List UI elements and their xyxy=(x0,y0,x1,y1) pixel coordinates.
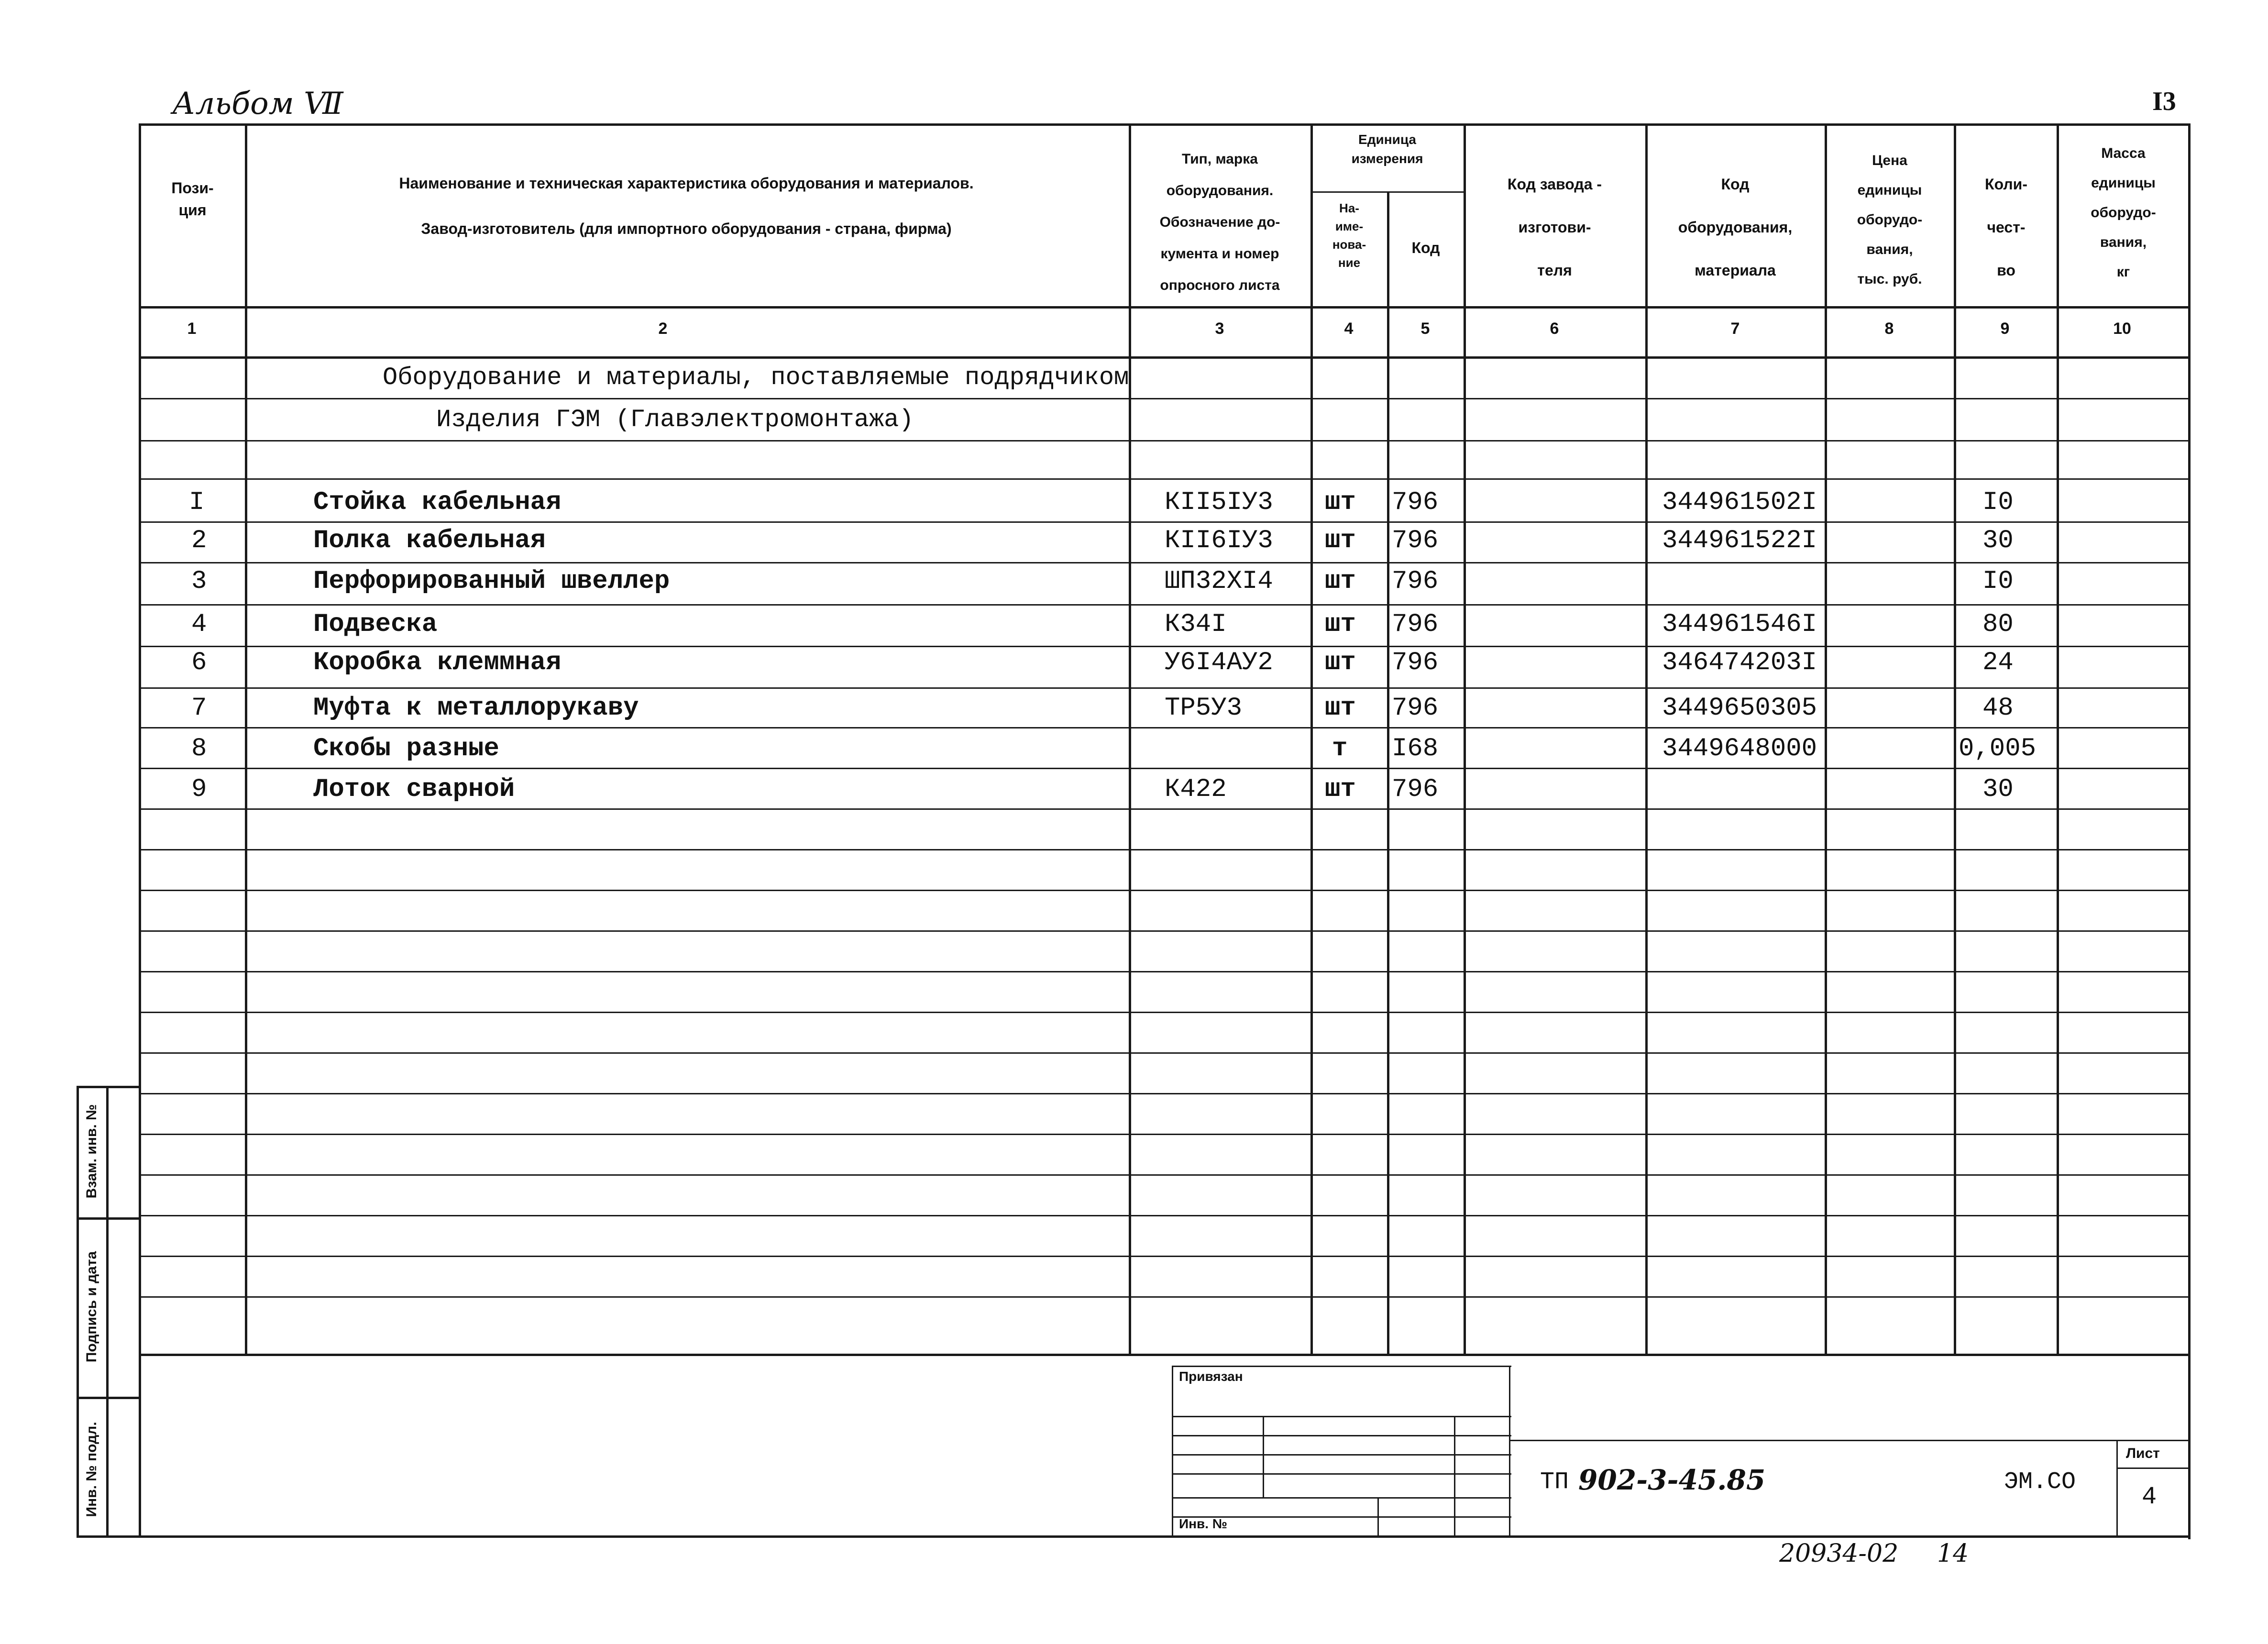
row-type: ШП32ХI4 xyxy=(1165,567,1273,596)
row-name: Подвеска xyxy=(313,610,438,639)
document-code: ЭМ.СО xyxy=(2004,1468,2076,1496)
row-name: Скобы разные xyxy=(313,734,499,763)
side-label-podpis: Подпись и дата xyxy=(84,1251,99,1363)
row-unit: шт xyxy=(1325,694,1356,723)
row-type: К34I xyxy=(1165,610,1227,639)
section-title-2: Изделия ГЭМ (Главэлектромонтажа) xyxy=(436,406,914,434)
row-equipment-code: 344961522I xyxy=(1662,526,1817,555)
column-number-6: 6 xyxy=(1550,320,1559,338)
side-label-inv-podl: Инв. № подл. xyxy=(84,1422,99,1517)
row-unit: шт xyxy=(1325,648,1356,677)
header-unit-group: Единица измерения xyxy=(1351,132,1423,166)
header-type: Тип, марка оборудования. Обозначение до- кумента и номер опросного листа xyxy=(1159,151,1280,293)
row-type: ТР5У3 xyxy=(1165,694,1243,723)
row-unit: т xyxy=(1332,734,1348,763)
row-quantity: 0,005 xyxy=(1959,734,2037,763)
column-number-10: 10 xyxy=(2113,320,2131,338)
row-quantity: I0 xyxy=(1982,567,2014,596)
row-position: 8 xyxy=(191,734,207,763)
header-mass: Масса единицы оборудо- вания, кг xyxy=(2091,145,2156,280)
row-name: Перфорированный швеллер xyxy=(313,567,670,596)
row-unit-code: 796 xyxy=(1392,488,1439,517)
sheet-value: 4 xyxy=(2142,1483,2157,1511)
row-unit: шт xyxy=(1325,775,1356,804)
header-name-line2: Завод-изготовитель (для импортного оборудования - страна, фирма) xyxy=(421,220,952,237)
inv-number-label: Инв. № xyxy=(1179,1516,1228,1531)
column-number-8: 8 xyxy=(1884,320,1894,338)
row-type: КII6IУ3 xyxy=(1165,526,1273,555)
row-position: 3 xyxy=(191,567,207,596)
row-quantity: 24 xyxy=(1982,648,2014,677)
row-equipment-code: 3449648000 xyxy=(1662,734,1817,763)
column-number-3: 3 xyxy=(1215,320,1224,338)
row-unit-code: I68 xyxy=(1392,734,1439,763)
row-unit-code: 796 xyxy=(1392,775,1439,804)
row-type: К422 xyxy=(1165,775,1227,804)
row-type: У6I4АУ2 xyxy=(1165,648,1273,677)
column-number-4: 4 xyxy=(1344,320,1354,338)
header-unit-name: На- име- нова- ние xyxy=(1332,201,1366,270)
sheet-label: Лист xyxy=(2126,1445,2160,1461)
row-equipment-code: 344961502I xyxy=(1662,488,1817,517)
row-position: 4 xyxy=(191,610,207,639)
row-quantity: I0 xyxy=(1982,488,2014,517)
row-position: 7 xyxy=(191,694,207,723)
section-title-1: Оборудование и материалы, поставляемые подрядчиком xyxy=(383,364,1129,392)
row-equipment-code: 346474203I xyxy=(1662,648,1817,677)
row-quantity: 48 xyxy=(1982,694,2014,723)
row-unit-code: 796 xyxy=(1392,694,1439,723)
row-unit: шт xyxy=(1325,526,1356,555)
document-prefix: ТП xyxy=(1540,1468,1569,1496)
row-unit-code: 796 xyxy=(1392,648,1439,677)
row-position: 6 xyxy=(191,648,207,677)
row-unit-code: 796 xyxy=(1392,567,1439,596)
row-name: Стойка кабельная xyxy=(313,488,561,517)
column-number-2: 2 xyxy=(658,320,668,338)
row-position: I xyxy=(189,488,205,517)
row-name: Лоток сварной xyxy=(313,775,515,804)
column-number-7: 7 xyxy=(1730,320,1740,338)
row-type: КII5IУ3 xyxy=(1165,488,1273,517)
row-quantity: 30 xyxy=(1982,526,2014,555)
row-unit-code: 796 xyxy=(1392,610,1439,639)
document-number: 902-3-45.85 xyxy=(1578,1464,1766,1496)
header-name-line1: Наименование и техническая характеристика оборудования и материалов. xyxy=(399,175,974,192)
row-quantity: 30 xyxy=(1982,775,2014,804)
row-unit: шт xyxy=(1325,488,1356,517)
header-position: Пози- ция xyxy=(171,179,214,219)
row-unit: шт xyxy=(1325,567,1356,596)
header-plant-code: Код завода - изготови- теля xyxy=(1507,176,1602,279)
row-quantity: 80 xyxy=(1982,610,2014,639)
row-name: Муфта к металлорукаву xyxy=(313,694,639,723)
row-equipment-code: 344961546I xyxy=(1662,610,1817,639)
privyazan-label: Привязан xyxy=(1179,1369,1243,1384)
album-label: Альбом Ⅶ xyxy=(172,86,343,121)
header-quantity: Коли- чест- во xyxy=(1985,176,2027,279)
row-name: Коробка клеммная xyxy=(313,648,561,677)
column-number-9: 9 xyxy=(2000,320,2010,338)
column-number-1: 1 xyxy=(187,320,197,338)
row-position: 9 xyxy=(191,775,207,804)
column-number-5: 5 xyxy=(1420,320,1430,338)
side-label-vzam: Взам. инв. № xyxy=(84,1104,99,1199)
row-name: Полка кабельная xyxy=(313,526,546,555)
header-equipment-code: Код оборудования, материала xyxy=(1678,176,1793,279)
page-number: I3 xyxy=(2152,87,2176,116)
archive-sheet: 14 xyxy=(1937,1539,1969,1568)
archive-number: 20934-02 xyxy=(1779,1539,1899,1568)
row-unit-code: 796 xyxy=(1392,526,1439,555)
header-price: Цена единицы оборудо- вания, тыс. руб. xyxy=(1857,153,1923,287)
header-unit-code: Код xyxy=(1411,239,1440,256)
row-unit: шт xyxy=(1325,610,1356,639)
row-equipment-code: 3449650305 xyxy=(1662,694,1817,723)
row-position: 2 xyxy=(191,526,207,555)
